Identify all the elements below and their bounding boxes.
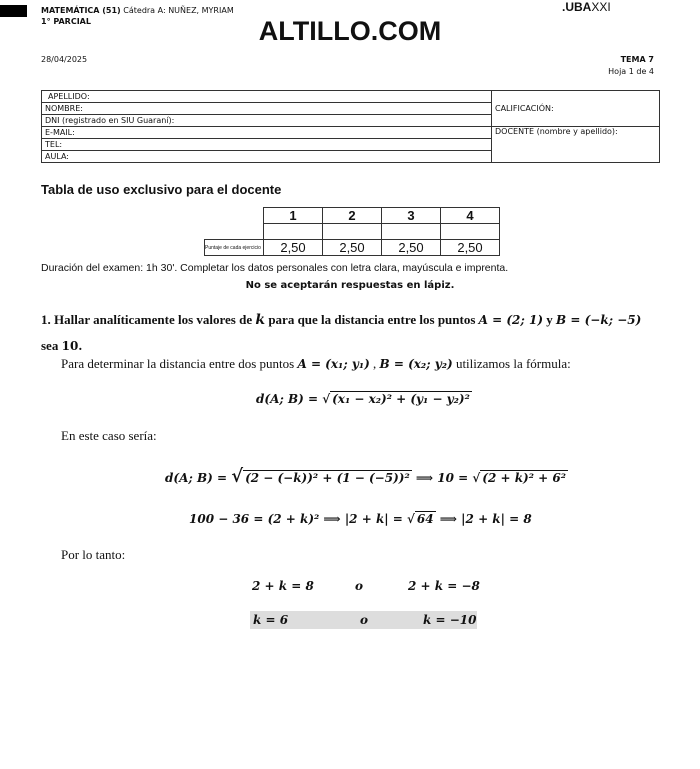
tema-info — [608, 54, 654, 78]
intro-text: Para determinar la distancia entre dos puntos — [61, 356, 298, 371]
distance-value: 10. — [61, 339, 83, 353]
var-k: k — [255, 312, 266, 328]
score-header: 3 — [382, 208, 441, 224]
student-form — [41, 90, 660, 163]
field-dni[interactable]: DNI (registrado en SIU Guaraní): — [42, 115, 492, 127]
field-nombre[interactable]: NOMBRE: — [42, 103, 492, 115]
separator: , — [369, 356, 380, 371]
formula-radicand: (x₁ − x₂)² + (y₁ − y₂)² — [332, 392, 470, 406]
case-radicand: (2 − (−k))² + (1 − (−5))² — [245, 471, 410, 485]
or-1: o — [355, 579, 364, 593]
point-b-general: B = (x₂; y₂) — [379, 357, 453, 371]
step-end: ⟹ |2 + k| = 8 — [435, 512, 532, 526]
grade-cell — [441, 224, 500, 240]
step-radicand: 64 — [416, 512, 434, 526]
sqrt-icon: √ (2 − (−k))² + (1 − (−5))² — [231, 466, 410, 487]
sqrt-icon: √ (2 + k)² + 6² — [472, 471, 566, 485]
field-email[interactable]: E-MAIL: — [42, 127, 492, 139]
case-radicand-2: (2 + k)² + 6² — [482, 471, 566, 485]
field-calificacion: CALIFICACIÓN: — [492, 91, 660, 127]
intro-text: utilizamos la fórmula: — [452, 356, 571, 371]
solution-k2: k = −10 — [423, 613, 477, 627]
exam-name: 1° PARCIAL — [41, 17, 91, 26]
exercise-1-statement — [41, 307, 681, 359]
no-pencil-note: No se aceptarán respuestas en lápiz. — [245, 280, 455, 291]
case-mid: ⟹ 10 = — [411, 471, 473, 485]
score-value: 2,50 — [382, 240, 441, 256]
or-2: o — [360, 613, 369, 627]
field-aula[interactable]: AULA: — [42, 151, 492, 163]
page-count: Hoja 1 de 4 — [608, 67, 654, 76]
case-lhs: d(A; B) = — [165, 471, 232, 485]
grade-cell — [382, 224, 441, 240]
duration-note: Duración del examen: 1h 30'. Completar los datos personales con letra clara, mayúscula e imprenta. — [41, 262, 509, 274]
site-logo: ALTILLO.COM — [258, 16, 442, 46]
solution-1b: 2 + k = −8 — [408, 579, 480, 593]
step-text: 100 − 36 = (2 + k)² ⟹ |2 + k| = — [189, 512, 408, 526]
grade-cell — [264, 224, 323, 240]
grade-cell — [323, 224, 382, 240]
exam-date: 28/04/2025 — [41, 55, 88, 64]
statement-text: y — [543, 312, 557, 327]
score-row-label: Puntaje de cada ejercicio — [205, 240, 264, 256]
uba-logo — [562, 0, 611, 14]
tema: TEMA 7 — [620, 55, 654, 64]
point-a-general: A = (x₁; y₁) — [297, 357, 370, 371]
solution-1a: 2 + k = 8 — [252, 579, 314, 593]
catedra: Cátedra A: NUÑEZ, MYRIAM — [123, 6, 234, 15]
statement-text: para que la distancia entre los puntos — [265, 312, 479, 327]
score-value: 2,50 — [441, 240, 500, 256]
therefore-label: Por lo tanto: — [61, 547, 126, 562]
solution-k1: k = 6 — [253, 613, 289, 627]
field-docente: DOCENTE (nombre y apellido): — [492, 127, 660, 163]
intro-line — [61, 356, 571, 372]
case-formula — [165, 466, 568, 487]
point-b: B = (−k; −5) — [556, 313, 642, 327]
score-value: 2,50 — [264, 240, 323, 256]
case-label: En este caso sería: — [61, 428, 157, 443]
field-apellido[interactable]: APELLIDO: — [42, 91, 492, 103]
field-tel[interactable]: TEL: — [42, 139, 492, 151]
score-table-title: Tabla de uso exclusivo para el docente — [41, 182, 282, 197]
subject: MATEMÁTICA (51) — [41, 6, 121, 15]
statement-text: 1. Hallar analíticamente los valores de — [41, 312, 256, 327]
score-table — [204, 207, 500, 256]
score-header: 2 — [323, 208, 382, 224]
score-value: 2,50 — [323, 240, 382, 256]
uba-logo-bold: .UBA — [562, 0, 592, 14]
formula-lhs: d(A; B) = — [256, 392, 323, 406]
statement-text: sea — [41, 338, 62, 353]
score-header: 1 — [264, 208, 323, 224]
uba-logo-light: XXI — [591, 0, 611, 14]
distance-formula — [256, 392, 472, 406]
sqrt-icon: √ (x₁ − x₂)² + (y₁ − y₂)² — [322, 392, 470, 406]
sqrt-icon: √ 64 — [407, 512, 434, 526]
step-formula — [189, 512, 532, 526]
point-a: A = (2; 1) — [478, 313, 544, 327]
score-header: 4 — [441, 208, 500, 224]
